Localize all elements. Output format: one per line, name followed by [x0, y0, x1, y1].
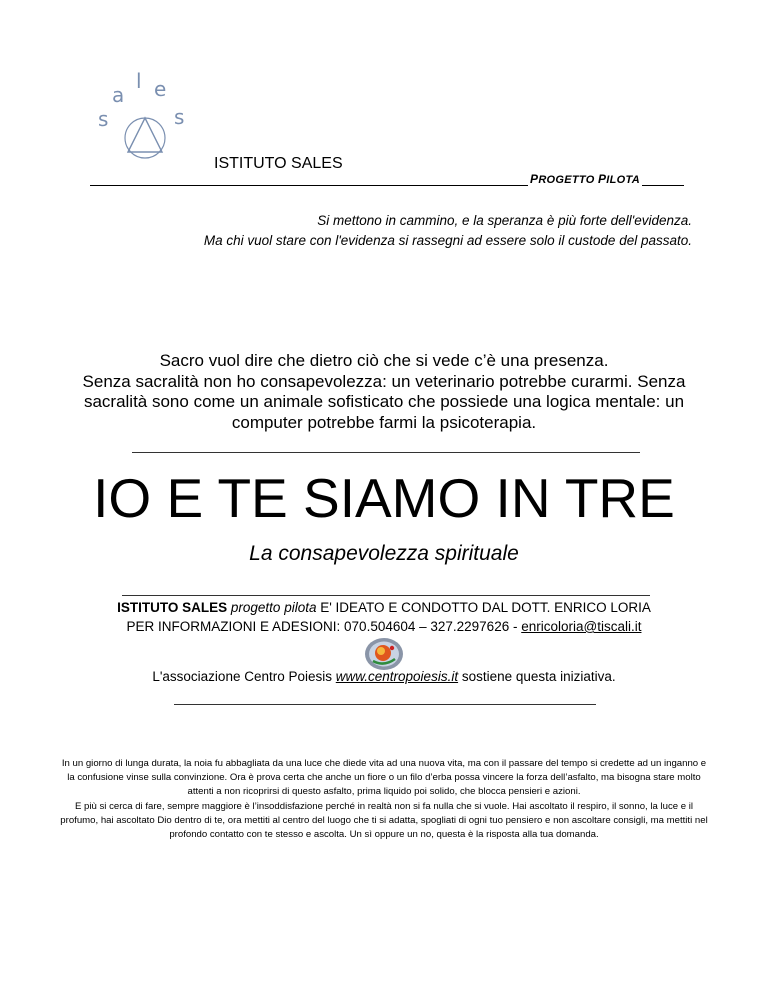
divider-3: [174, 704, 596, 705]
poiesis-emblem-icon: [364, 637, 404, 671]
logo-letter-e: e: [154, 77, 167, 101]
intro-line-4: computer potrebbe farmi la psicoterapia.: [231, 412, 537, 432]
story-paragraph-2: E più si cerca di fare, sempre maggiore è l’insoddisfazione perché in realtà non si fa nulla che si vuole. Hai ascoltato il respiro, il sonno, la luce e il profumo, hai ascoltato Dio dentro di te, ora mettiti al centro del luogo che ti si adatta, spogliati di ogni tuo pensiero e non ascoltare consigli, ma mettiti nel profondo contatto con te stesso e ascolta. Un sì oppure un no, questa è la risposta alla tua domanda.: [60, 800, 708, 841]
association-line: [0, 669, 768, 684]
contact-prefix: PER INFORMAZIONI E ADESIONI: 070.504604 – 327.2297626 -: [126, 619, 522, 634]
logo-letter-a: a: [112, 83, 125, 107]
association-suffix: sostiene questa iniziativa.: [458, 669, 616, 684]
credit-project: progetto pilota: [230, 600, 317, 615]
logo-letter-l: l: [136, 69, 142, 93]
intro-line-2: Senza sacralità non ho consapevolezza: un veterinario potrebbe curarmi. Senza: [82, 371, 686, 391]
sales-logo: [90, 66, 200, 170]
credit-line-1-rest: E' IDEATO E CONDOTTO DAL DOTT. ENRICO LORIA: [316, 600, 651, 615]
intro-paragraph: [60, 351, 708, 433]
credit-line-2: [0, 617, 768, 636]
quote-line-2: Ma chi vuol stare con l'evidenza si rassegni ad essere solo il custode del passato.: [203, 233, 692, 248]
divider-1: [132, 452, 640, 453]
website-link[interactable]: www.centropoiesis.it: [335, 669, 459, 684]
subtitle: La consapevolezza spirituale: [249, 542, 519, 565]
logo-letter-s2: s: [174, 105, 185, 129]
credit-line-1: [0, 598, 768, 617]
institute-name: ISTITUTO SALES: [214, 155, 343, 172]
email-link[interactable]: enricoloria@tiscali.it: [521, 619, 642, 634]
association-prefix: L'associazione Centro Poiesis: [152, 669, 336, 684]
intro-line-1: Sacro vuol dire che dietro ciò che si vede c’è una presenza.: [159, 351, 609, 370]
story-paragraph-1: In un giorno di lunga durata, la noia fu abbagliata da una luce che diede vita ad una nuova vita, ma con il passare del tempo si credette ad un inganno e la confusione vinse sulla convinzione. Ora è prova certa che anche un fiore o un filo d’erba possa vincere la forza dell’asfalto, ma bisogna stare molto attenti a non ricoprirsi di questo asfalto, prima liquido poi solido, che blocca pensieri e azioni.: [61, 758, 707, 798]
story-text: [58, 757, 710, 842]
main-title: IO E TE SIAMO IN TRE: [93, 467, 675, 529]
divider-2: [122, 595, 650, 596]
logo-letter-s1: s: [98, 107, 109, 131]
quote-line-1: Si mettono in cammino, e la speranza è più forte dell'evidenza.: [317, 213, 692, 228]
credit-org: ISTITUTO SALES: [117, 600, 228, 615]
project-pilot-label: PROGETTO PILOTA: [530, 172, 640, 186]
intro-line-3: sacralità sono come un animale sofisticato che possiede una logica mentale: un: [83, 392, 685, 411]
